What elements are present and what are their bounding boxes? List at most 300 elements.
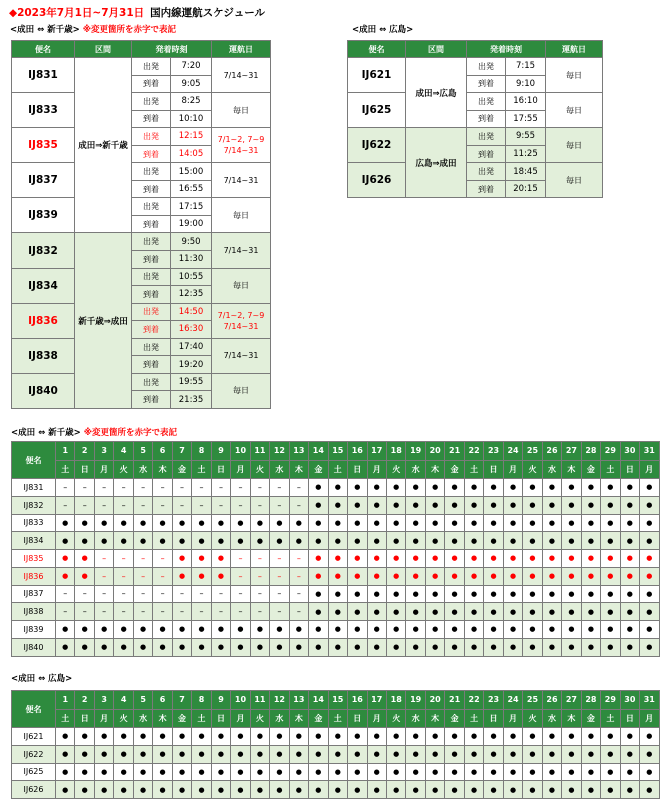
operating-days: [212, 374, 271, 409]
operating-day-mark: ●: [251, 781, 270, 799]
operating-day-mark: ●: [562, 550, 581, 568]
departure-label: 出発: [132, 374, 171, 392]
operating-day-mark: ●: [523, 586, 542, 604]
operating-day-mark: ●: [56, 621, 75, 639]
operating-day-mark: ●: [309, 532, 328, 550]
arrival-label: 到着: [132, 356, 171, 374]
operating-day-mark: ●: [309, 781, 328, 799]
operating-day-mark: ●: [309, 603, 328, 621]
arrival-label: 到着: [467, 111, 506, 129]
non-operating-day-mark: –: [95, 497, 114, 515]
operating-days: [212, 93, 271, 128]
operating-day-mark: ●: [445, 781, 464, 799]
operating-day-mark: ●: [484, 728, 503, 746]
operating-day-mark: ●: [445, 603, 464, 621]
operating-day-mark: ●: [562, 764, 581, 782]
operating-day-mark: ●: [601, 639, 620, 657]
calendar-flight-number: IJ836: [12, 568, 56, 586]
operating-day-mark: ●: [582, 728, 601, 746]
flight-number: IJ838: [12, 339, 75, 374]
operating-day-mark: ●: [640, 639, 659, 657]
operating-day-mark: ●: [173, 746, 192, 764]
operating-day-mark: ●: [192, 746, 211, 764]
operating-day-mark: ●: [406, 764, 425, 782]
header-weekday: 日: [75, 461, 94, 480]
operating-day-mark: ●: [56, 515, 75, 533]
arrival-label: 到着: [467, 181, 506, 199]
header-day: 17: [368, 442, 387, 461]
operating-day-mark: ●: [114, 728, 133, 746]
operating-day-mark: ●: [309, 515, 328, 533]
operating-day-mark: ●: [504, 781, 523, 799]
non-operating-day-mark: –: [290, 586, 309, 604]
operating-day-mark: ●: [426, 621, 445, 639]
non-operating-day-mark: –: [231, 603, 250, 621]
operating-day-mark: ●: [484, 515, 503, 533]
operating-day-mark: ●: [309, 568, 328, 586]
header-day: 12: [270, 442, 289, 461]
operating-day-mark: ●: [348, 532, 367, 550]
operating-day-mark: ●: [329, 603, 348, 621]
operating-day-mark: ●: [56, 532, 75, 550]
operating-day-mark: ●: [173, 568, 192, 586]
header-weekday: 金: [309, 710, 328, 729]
operating-day-mark: ●: [329, 746, 348, 764]
operating-day-mark: ●: [543, 550, 562, 568]
page-title: [9, 6, 265, 20]
operating-day-mark: ●: [368, 621, 387, 639]
operating-day-mark: ●: [426, 603, 445, 621]
operating-day-mark: ●: [406, 479, 425, 497]
calendar-flight-number: IJ625: [12, 764, 56, 782]
operating-day-mark: ●: [270, 746, 289, 764]
operating-day-mark: ●: [582, 639, 601, 657]
operating-day-mark: ●: [231, 728, 250, 746]
operating-days-line: 7/14~31: [223, 321, 259, 331]
operating-day-mark: ●: [75, 639, 94, 657]
non-operating-day-mark: –: [134, 550, 153, 568]
non-operating-day-mark: –: [134, 497, 153, 515]
operating-day-mark: ●: [484, 497, 503, 515]
departure-label: 出発: [132, 128, 171, 146]
operating-day-mark: ●: [582, 515, 601, 533]
operating-day-mark: ●: [173, 532, 192, 550]
operating-days-line: 7/14~31: [223, 175, 259, 185]
operating-day-mark: ●: [640, 603, 659, 621]
calendar-flight-number: IJ838: [12, 603, 56, 621]
route-name: <成田 ⇔ 新千歳>: [11, 428, 81, 438]
operating-day-mark: ●: [309, 639, 328, 657]
header-day: 26: [543, 691, 562, 710]
operating-day-mark: ●: [251, 764, 270, 782]
operating-day-mark: ●: [368, 532, 387, 550]
operating-day-mark: ●: [640, 764, 659, 782]
operating-day-mark: ●: [387, 497, 406, 515]
header-day: 8: [192, 691, 211, 710]
header-weekday: 水: [270, 710, 289, 729]
operating-day-mark: ●: [251, 746, 270, 764]
operating-day-mark: ●: [212, 550, 231, 568]
header-day: 8: [192, 442, 211, 461]
non-operating-day-mark: –: [134, 603, 153, 621]
arrival-label: 到着: [132, 146, 171, 164]
operating-day-mark: ●: [387, 621, 406, 639]
header-day: 23: [484, 691, 503, 710]
header-days: 運航日: [546, 41, 603, 58]
non-operating-day-mark: –: [114, 603, 133, 621]
header-weekday: 月: [368, 461, 387, 480]
header-weekday: 火: [114, 710, 133, 729]
operating-day-mark: ●: [640, 621, 659, 639]
non-operating-day-mark: –: [212, 497, 231, 515]
operating-day-mark: ●: [114, 515, 133, 533]
operating-day-mark: ●: [270, 781, 289, 799]
calendar-flight-number: IJ833: [12, 515, 56, 533]
operating-day-mark: ●: [387, 550, 406, 568]
flight-number: IJ831: [12, 58, 75, 93]
non-operating-day-mark: –: [56, 497, 75, 515]
operating-day-mark: ●: [56, 639, 75, 657]
operating-day-mark: ●: [523, 497, 542, 515]
operating-day-mark: ●: [523, 515, 542, 533]
header-weekday: 水: [406, 461, 425, 480]
title-date-range: ◆2023年7月1日~7月31日: [9, 7, 145, 19]
operating-day-mark: ●: [329, 479, 348, 497]
timetable-narita-chitose: [11, 40, 271, 409]
operating-day-mark: ●: [504, 515, 523, 533]
non-operating-day-mark: –: [173, 586, 192, 604]
title-heading: 国内線運航スケジュール: [150, 7, 266, 19]
operating-day-mark: ●: [621, 781, 640, 799]
operating-day-mark: ●: [543, 621, 562, 639]
operating-day-mark: ●: [251, 621, 270, 639]
operating-day-mark: ●: [504, 746, 523, 764]
non-operating-day-mark: –: [270, 586, 289, 604]
header-weekday: 日: [348, 710, 367, 729]
header-day: 18: [387, 442, 406, 461]
header-weekday: 水: [134, 461, 153, 480]
non-operating-day-mark: –: [134, 568, 153, 586]
operating-day-mark: ●: [290, 728, 309, 746]
operating-day-mark: ●: [465, 764, 484, 782]
operating-day-mark: ●: [543, 515, 562, 533]
operating-days: [212, 233, 271, 268]
operating-day-mark: ●: [465, 746, 484, 764]
operating-days-line: 毎日: [566, 70, 582, 80]
operating-day-mark: ●: [465, 781, 484, 799]
non-operating-day-mark: –: [173, 497, 192, 515]
operating-day-mark: ●: [484, 603, 503, 621]
header-weekday: 月: [95, 710, 114, 729]
operating-day-mark: ●: [270, 621, 289, 639]
operating-days: [212, 163, 271, 198]
departure-time: 10:55: [171, 269, 212, 287]
non-operating-day-mark: –: [212, 479, 231, 497]
operating-day-mark: ●: [640, 781, 659, 799]
operating-day-mark: ●: [75, 621, 94, 639]
non-operating-day-mark: –: [75, 497, 94, 515]
header-weekday: 火: [523, 710, 542, 729]
flight-number: IJ622: [348, 128, 406, 163]
operating-day-mark: ●: [582, 603, 601, 621]
operating-day-mark: ●: [329, 532, 348, 550]
non-operating-day-mark: –: [290, 479, 309, 497]
operating-day-mark: ●: [562, 497, 581, 515]
timetable-route-label-chitose: [10, 25, 176, 36]
header-day: 1: [56, 691, 75, 710]
operating-day-mark: ●: [406, 550, 425, 568]
non-operating-day-mark: –: [114, 550, 133, 568]
operating-day-mark: ●: [348, 764, 367, 782]
header-weekday: 日: [621, 461, 640, 480]
flight-number: IJ837: [12, 163, 75, 198]
header-day: 6: [153, 442, 172, 461]
operating-day-mark: ●: [406, 621, 425, 639]
header-weekday: 火: [251, 461, 270, 480]
operating-day-mark: ●: [290, 781, 309, 799]
operating-days: [546, 128, 603, 163]
operating-day-mark: ●: [114, 746, 133, 764]
non-operating-day-mark: –: [95, 586, 114, 604]
operating-day-mark: ●: [543, 746, 562, 764]
header-weekday: 月: [231, 710, 250, 729]
header-day: 27: [562, 442, 581, 461]
operating-day-mark: ●: [601, 746, 620, 764]
non-operating-day-mark: –: [290, 568, 309, 586]
operating-day-mark: ●: [484, 781, 503, 799]
operating-day-mark: ●: [562, 746, 581, 764]
header-day: 29: [601, 442, 620, 461]
operating-day-mark: ●: [95, 781, 114, 799]
header-times: 発着時刻: [467, 41, 546, 58]
operating-day-mark: ●: [445, 497, 464, 515]
operating-day-mark: ●: [465, 568, 484, 586]
operating-day-mark: ●: [387, 746, 406, 764]
header-weekday: 火: [387, 461, 406, 480]
operating-day-mark: ●: [640, 515, 659, 533]
header-weekday: 金: [173, 710, 192, 729]
operating-days-line: 7/14~31: [223, 146, 259, 156]
operating-day-mark: ●: [465, 479, 484, 497]
operating-day-mark: ●: [640, 568, 659, 586]
non-operating-day-mark: –: [251, 568, 270, 586]
header-weekday: 火: [114, 461, 133, 480]
operating-day-mark: ●: [212, 515, 231, 533]
operating-day-mark: ●: [192, 639, 211, 657]
header-weekday: 金: [309, 461, 328, 480]
operating-day-mark: ●: [504, 621, 523, 639]
arrival-label: 到着: [132, 181, 171, 199]
header-flight: 便名: [12, 691, 56, 728]
operating-day-mark: ●: [523, 532, 542, 550]
operating-day-mark: ●: [621, 568, 640, 586]
operating-day-mark: ●: [134, 639, 153, 657]
flight-number: IJ833: [12, 93, 75, 128]
arrival-label: 到着: [467, 146, 506, 164]
departure-label: 出発: [132, 58, 171, 76]
calendar-flight-number: IJ839: [12, 621, 56, 639]
departure-time: 12:15: [171, 128, 212, 146]
header-flight: 便名: [348, 41, 406, 58]
operating-day-mark: ●: [290, 764, 309, 782]
operating-day-mark: ●: [134, 532, 153, 550]
operating-day-mark: ●: [445, 479, 464, 497]
operating-day-mark: ●: [465, 586, 484, 604]
header-day: 18: [387, 691, 406, 710]
arrival-time: 9:10: [506, 76, 546, 94]
header-day: 30: [621, 442, 640, 461]
header-day: 5: [134, 442, 153, 461]
operating-day-mark: ●: [523, 746, 542, 764]
operating-day-mark: ●: [329, 586, 348, 604]
arrival-time: 16:30: [171, 321, 212, 339]
header-day: 19: [406, 442, 425, 461]
operating-day-mark: ●: [153, 781, 172, 799]
operating-day-mark: ●: [601, 781, 620, 799]
operating-day-mark: ●: [465, 497, 484, 515]
operating-day-mark: ●: [426, 532, 445, 550]
operating-day-mark: ●: [601, 728, 620, 746]
operating-day-mark: ●: [95, 728, 114, 746]
operating-day-mark: ●: [348, 639, 367, 657]
operating-day-mark: ●: [348, 586, 367, 604]
departure-time: 14:50: [171, 304, 212, 322]
operating-day-mark: ●: [484, 746, 503, 764]
header-weekday: 日: [484, 461, 503, 480]
operating-day-mark: ●: [270, 728, 289, 746]
operating-day-mark: ●: [56, 728, 75, 746]
operating-day-mark: ●: [484, 568, 503, 586]
calendar-flight-number: IJ626: [12, 781, 56, 799]
operating-day-mark: ●: [426, 764, 445, 782]
operating-day-mark: ●: [95, 532, 114, 550]
non-operating-day-mark: –: [75, 479, 94, 497]
section-cell: 広島⇒成田: [406, 128, 467, 198]
operating-day-mark: ●: [601, 586, 620, 604]
header-weekday: 土: [601, 461, 620, 480]
operating-day-mark: ●: [114, 532, 133, 550]
operating-day-mark: ●: [153, 639, 172, 657]
operating-day-mark: ●: [173, 781, 192, 799]
non-operating-day-mark: –: [95, 479, 114, 497]
operating-day-mark: ●: [387, 603, 406, 621]
header-weekday: 月: [231, 461, 250, 480]
header-days: 運航日: [212, 41, 271, 58]
header-weekday: 火: [251, 710, 270, 729]
header-weekday: 土: [465, 710, 484, 729]
header-day: 1: [56, 442, 75, 461]
operating-day-mark: ●: [406, 532, 425, 550]
operating-day-mark: ●: [290, 532, 309, 550]
non-operating-day-mark: –: [134, 479, 153, 497]
header-day: 26: [543, 442, 562, 461]
operating-day-mark: ●: [523, 568, 542, 586]
header-day: 24: [504, 691, 523, 710]
route-name: <成田 ⇔ 新千歳>: [10, 25, 80, 35]
non-operating-day-mark: –: [134, 586, 153, 604]
calendar-flight-number: IJ622: [12, 746, 56, 764]
operating-day-mark: ●: [192, 764, 211, 782]
departure-time: 16:10: [506, 93, 546, 111]
operating-day-mark: ●: [387, 639, 406, 657]
operating-day-mark: ●: [543, 728, 562, 746]
non-operating-day-mark: –: [173, 479, 192, 497]
operating-day-mark: ●: [192, 568, 211, 586]
non-operating-day-mark: –: [192, 479, 211, 497]
departure-label: 出発: [467, 163, 506, 181]
header-weekday: 木: [290, 461, 309, 480]
operating-day-mark: ●: [95, 621, 114, 639]
header-day: 20: [426, 442, 445, 461]
header-weekday: 月: [95, 461, 114, 480]
non-operating-day-mark: –: [270, 550, 289, 568]
operating-day-mark: ●: [348, 781, 367, 799]
header-day: 24: [504, 442, 523, 461]
route-name: <成田 ⇔ 広島>: [11, 674, 73, 684]
operating-day-mark: ●: [290, 515, 309, 533]
operating-day-mark: ●: [426, 550, 445, 568]
operating-day-mark: ●: [212, 532, 231, 550]
operating-day-mark: ●: [192, 532, 211, 550]
operating-day-mark: ●: [640, 728, 659, 746]
operating-day-mark: ●: [309, 497, 328, 515]
operating-day-mark: ●: [601, 603, 620, 621]
calendar-flight-number: IJ837: [12, 586, 56, 604]
non-operating-day-mark: –: [192, 497, 211, 515]
operating-day-mark: ●: [523, 728, 542, 746]
operating-day-mark: ●: [231, 781, 250, 799]
departure-label: 出発: [132, 163, 171, 181]
arrival-time: 11:25: [506, 146, 546, 164]
operating-day-mark: ●: [134, 515, 153, 533]
header-weekday: 月: [640, 710, 659, 729]
header-day: 22: [465, 691, 484, 710]
operating-day-mark: ●: [621, 728, 640, 746]
operating-day-mark: ●: [192, 781, 211, 799]
header-day: 13: [290, 442, 309, 461]
arrival-time: 17:55: [506, 111, 546, 129]
non-operating-day-mark: –: [153, 479, 172, 497]
operating-day-mark: ●: [348, 515, 367, 533]
header-weekday: 水: [134, 710, 153, 729]
operating-days: [212, 198, 271, 233]
operating-days-line: 7/1~2, 7~9: [217, 135, 265, 145]
operating-days-line: 毎日: [233, 210, 249, 220]
operating-day-mark: ●: [582, 532, 601, 550]
non-operating-day-mark: –: [251, 479, 270, 497]
operating-day-mark: ●: [426, 781, 445, 799]
departure-label: 出発: [132, 93, 171, 111]
operating-day-mark: ●: [134, 764, 153, 782]
operating-day-mark: ●: [368, 603, 387, 621]
header-section: 区間: [406, 41, 467, 58]
flight-number: IJ839: [12, 198, 75, 233]
header-weekday: 土: [329, 710, 348, 729]
departure-time: 9:55: [506, 128, 546, 146]
operating-day-mark: ●: [192, 515, 211, 533]
operating-day-mark: ●: [387, 728, 406, 746]
operating-day-mark: ●: [621, 497, 640, 515]
operating-day-mark: ●: [406, 781, 425, 799]
operating-day-mark: ●: [640, 586, 659, 604]
header-day: 11: [251, 691, 270, 710]
operating-day-mark: ●: [465, 515, 484, 533]
operating-day-mark: ●: [134, 781, 153, 799]
operating-day-mark: ●: [465, 603, 484, 621]
operating-day-mark: ●: [56, 781, 75, 799]
header-day: 9: [212, 442, 231, 461]
operating-day-mark: ●: [523, 781, 542, 799]
